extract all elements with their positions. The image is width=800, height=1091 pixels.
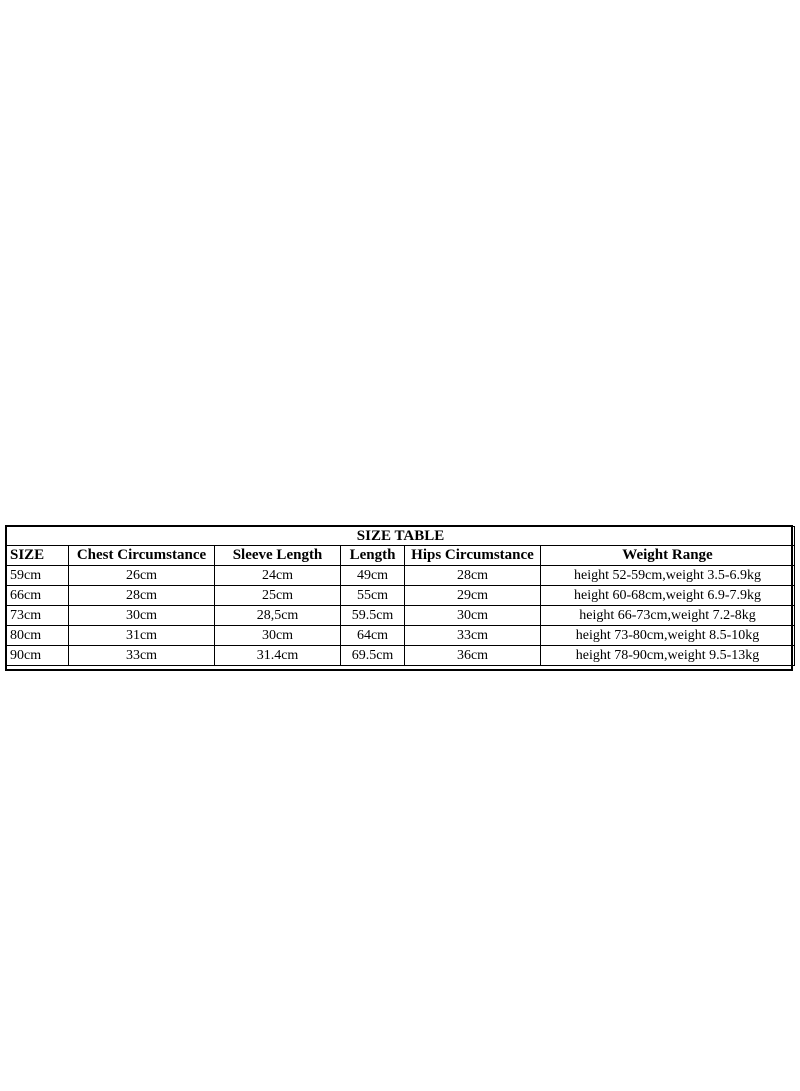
cell-length: 55cm [341, 586, 405, 606]
cell-size: 73cm [7, 606, 69, 626]
cell-weight-range: height 73-80cm,weight 8.5-10kg [541, 626, 795, 646]
header-chest-circumstance: Chest Circumstance [69, 546, 215, 566]
table-title-row [7, 527, 795, 546]
table-row [7, 646, 795, 666]
cell-sleeve: 30cm [215, 626, 341, 646]
cell-chest: 33cm [69, 646, 215, 666]
cell-chest: 26cm [69, 566, 215, 586]
cell-size: 59cm [7, 566, 69, 586]
header-size: SIZE [7, 546, 69, 566]
cell-sleeve: 25cm [215, 586, 341, 606]
cell-hips: 28cm [405, 566, 541, 586]
header-length: Length [341, 546, 405, 566]
cell-sleeve: 24cm [215, 566, 341, 586]
cell-chest: 31cm [69, 626, 215, 646]
cell-length: 59.5cm [341, 606, 405, 626]
size-table [6, 526, 795, 666]
table-row [7, 606, 795, 626]
cell-weight-range: height 66-73cm,weight 7.2-8kg [541, 606, 795, 626]
header-sleeve-length: Sleeve Length [215, 546, 341, 566]
cell-chest: 30cm [69, 606, 215, 626]
cell-sleeve: 28,5cm [215, 606, 341, 626]
cell-chest: 28cm [69, 586, 215, 606]
table-header-row [7, 546, 795, 566]
cell-length: 49cm [341, 566, 405, 586]
header-weight-range: Weight Range [541, 546, 795, 566]
cell-sleeve: 31.4cm [215, 646, 341, 666]
cell-hips: 29cm [405, 586, 541, 606]
table-row [7, 626, 795, 646]
cell-hips: 36cm [405, 646, 541, 666]
table-title: SIZE TABLE [7, 527, 795, 546]
cell-size: 66cm [7, 586, 69, 606]
cell-weight-range: height 52-59cm,weight 3.5-6.9kg [541, 566, 795, 586]
cell-size: 90cm [7, 646, 69, 666]
cell-hips: 33cm [405, 626, 541, 646]
table-row [7, 566, 795, 586]
cell-size: 80cm [7, 626, 69, 646]
table-row [7, 586, 795, 606]
header-hips-circumstance: Hips Circumstance [405, 546, 541, 566]
cell-weight-range: height 60-68cm,weight 6.9-7.9kg [541, 586, 795, 606]
cell-length: 69.5cm [341, 646, 405, 666]
cell-hips: 30cm [405, 606, 541, 626]
cell-length: 64cm [341, 626, 405, 646]
cell-weight-range: height 78-90cm,weight 9.5-13kg [541, 646, 795, 666]
